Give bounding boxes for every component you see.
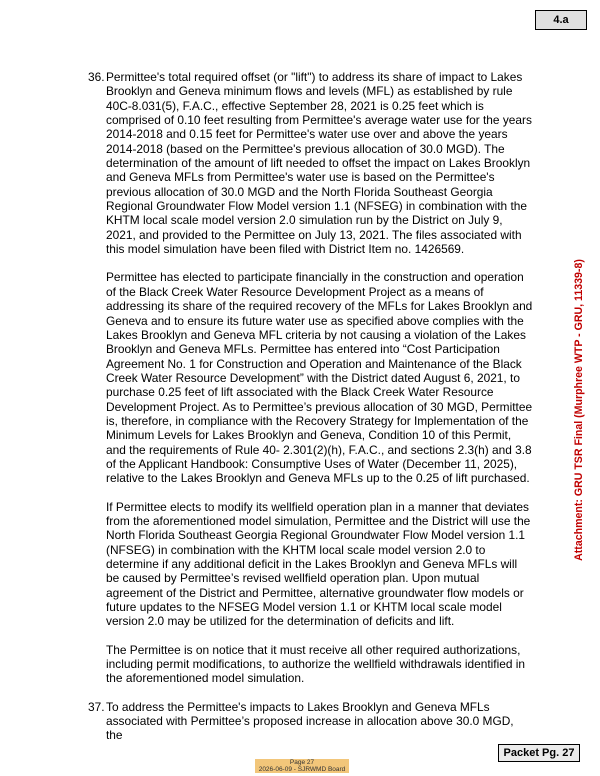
numbered-item-36 [88, 70, 533, 256]
page-footer [255, 759, 349, 773]
item-paragraph: Permittee has elected to participate financially in the construction and operation of the Black Creek Water Resource Development Project as a means of addressing its share of the required recovery of the MFLs for Lakes Brooklyn and Geneva and to ensure its future water use as specified above complies with the Lakes Brooklyn and Geneva MFL criteria by not causing a violation of the Lakes Brooklyn and Geneva MFLs. Permittee has entered into “Cost Participation Agreement No. 1 for Construction and Operation and Maintenance of the Black Creek Water Resource Development” with the District dated August 6, 2021, to purchase 0.25 feet of lift associated with the Black Creek Water Resource Development Project. As to Permittee’s previous allocation of 30 MGD, Permittee is, therefore, in compliance with the Recovery Strategy for Implementation of the Minimum Levels for Lakes Brooklyn and Geneva, Condition 10 of this Permit, and the requirements of Rule 40- 2.301(2)(h), F.A.C., and sections 2.3(h) and 3.8 of the Applicant Handbook: Consumptive Uses of Water (December 11, 2025), relative to the Lakes Brooklyn and Geneva MFLs up to the 0.25 of lift purchased. [106, 270, 533, 486]
footer-page-number: Page 27 [255, 759, 349, 766]
item-paragraph: If Permittee elects to modify its wellfield operation plan in a manner that deviates from the aforementioned model simulation, Permittee and the District will use the North Florida Southeast Georgia Regional Groundwater Flow Model version 1.1 (NFSEG) in combination with the KHTM local scale model version 2.0 to determine if any additional deficit in the Lakes Brooklyn and Geneva MFLs will be caused by Permittee’s revised wellfield operation plan. Upon mutual agreement of the District and Permittee, alternative groundwater flow models or future updates to the NFSEG Model version 1.1 or KHTM local scale model version 2.0 may be utilized for the determination of deficits and lift. [106, 499, 531, 629]
item-paragraph: Permittee's total required offset (or "lift") to address its share of impact to Lakes Brooklyn and Geneva minimum flows and levels (MFL) as established by rule 40C-8.031(5), F.A.C., effective September 28, 2021 is 0.25 feet which is comprised of 0.10 feet resulting from Permittee's average water use for the years 2014-2018 and 0.15 feet for Permittee's water use over and above the years 2014-2018 (based on the Permittee's previous allocation of 30.0 MGD). The determination of the amount of lift needed to offset the impact on Lakes Brooklyn and Geneva MFLs from Permittee's water use is based on the Permittee's previous allocation of 30.0 MGD and the North Florida Southeast Georgia Regional Groundwater Flow Model version 1.1 (NFSEG) in combination with the KHTM local scale model version 2.0 simulation run by the District on July 9, 2021, and provided to the Permittee on July 13, 2021. The files associated with this model simulation have been filed with District Item no. 1426569. [106, 70, 532, 257]
item-paragraph: To address the Permittee's impacts to Lakes Brooklyn and Geneva MFLs associated with Permittee’s proposed increase in allocation above 30.0 MGD, the [106, 699, 514, 743]
item-paragraph: The Permittee is on notice that it must receive all other required authorizations, including permit modifications, to authorize the wellfield withdrawals identified in the aforementioned model simulation. [106, 642, 526, 686]
packet-page-badge: Packet Pg. 27 [498, 744, 580, 762]
item-number-badge: 4.a [535, 10, 587, 30]
item-number: 36. [88, 70, 105, 84]
footer-board-stamp: 2026-06-09 - SJRWMD Board [255, 766, 349, 773]
attachment-side-label: Attachment: GRU TSR Final (Murphree WTP - GRU, 11339-8) [573, 259, 585, 561]
item-number: 37. [88, 699, 105, 714]
numbered-item-37 [88, 700, 533, 743]
document-body [88, 70, 533, 743]
